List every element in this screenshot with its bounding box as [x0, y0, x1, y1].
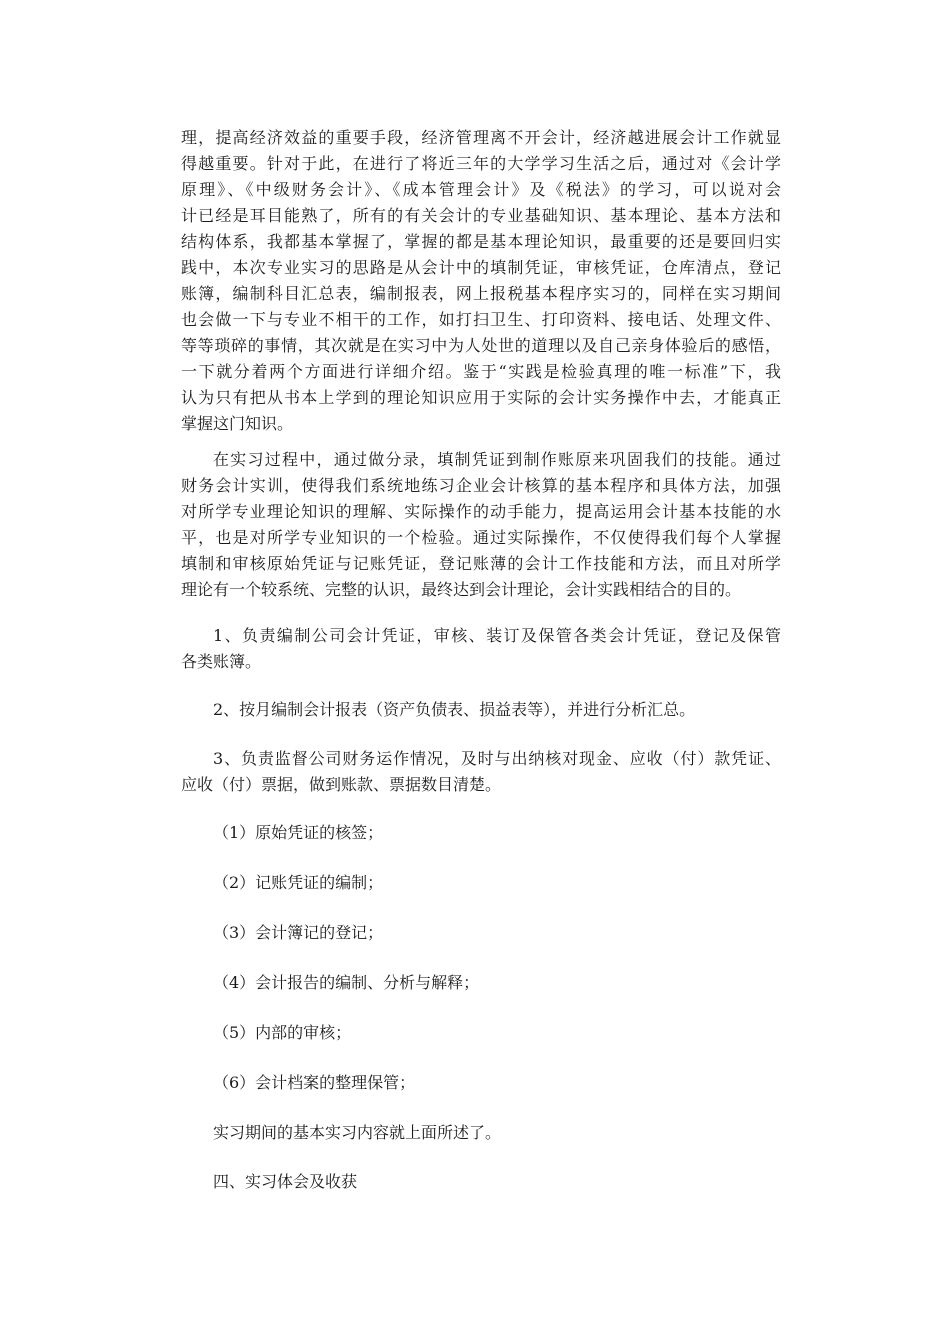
paragraph-line: 账簿，编制科目汇总表，编制报表，网上报税基本程序实习的，同样在实习期间 [181, 284, 781, 303]
paragraph-line: 结构体系，我都基本掌握了，掌握的都是基本理论知识，最重要的还是要回归实 [181, 232, 781, 251]
paragraph-line: 也会做一下与专业不相干的工作，如打扫卫生、打印资料、接电话、处理文件、 [181, 310, 781, 329]
paragraph-line: 理论有一个较系统、完整的认识，最终达到会计理论，会计实践相结合的目的。 [181, 580, 742, 599]
sub-list-item: （2）记账凭证的编制； [213, 873, 384, 892]
list-item-1 [181, 623, 781, 675]
paragraph-line: 对所学专业理论知识的理解、实际操作的动手能力，提高运用会计基本技能的水 [181, 502, 781, 521]
paragraph-line: 等等琐碎的事情，其次就是在实习中为人处世的道理以及自己亲身体验后的感悟， [181, 336, 781, 355]
paragraph-line: 计已经是耳目能熟了，所有的有关会计的专业基础知识、基本理论、基本方法和 [181, 206, 781, 225]
paragraph-line: 在实习过程中，通过做分录，填制凭证到制作账原来巩固我们的技能。通过 [213, 450, 781, 469]
list-item-line: 3、负责监督公司财务运作情况，及时与出纳核对现金、应收（付）款凭证、 [213, 749, 781, 768]
sub-list-item: （6）会计档案的整理保管； [213, 1073, 416, 1092]
list-item-line: 1、负责编制公司会计凭证，审核、装订及保管各类会计凭证，登记及保管 [213, 626, 781, 645]
paragraph-line: 原理》、《中级财务会计》、《成本管理会计》及《税法》的学习，可以说对会 [181, 180, 781, 199]
list-item-3 [181, 746, 781, 798]
list-item-line: 各类账簿。 [181, 652, 262, 671]
section-heading: 四、实习体会及收获 [213, 1172, 358, 1191]
sub-list-item: （3）会计簿记的登记； [213, 923, 384, 942]
paragraph-line: 平，也是对所学专业知识的一个检验。通过实际操作，不仅使得我们每个人掌握 [181, 528, 781, 547]
paragraph-line: 掌握这门知识。 [181, 414, 294, 433]
paragraph-2 [181, 447, 781, 603]
paragraph-line: 理，提高经济效益的重要手段，经济管理离不开会计，经济越进展会计工作就显 [181, 128, 781, 147]
list-item-2: 2、按月编制会计报表（资产负债表、损益表等），并进行分析汇总。 [213, 700, 696, 719]
list-item-line: 应收（付）票据，做到账款、票据数目清楚。 [181, 775, 502, 794]
summary-line: 实习期间的基本实习内容就上面所述了。 [213, 1123, 502, 1142]
paragraph-line: 践中，本次专业实习的思路是从会计中的填制凭证，审核凭证，仓库清点，登记 [181, 258, 781, 277]
paragraph-line: 财务会计实训，使得我们系统地练习企业会计核算的基本程序和具体方法，加强 [181, 476, 781, 495]
paragraph-line: 认为只有把从书本上学到的理论知识应用于实际的会计实务操作中去，才能真正 [181, 388, 781, 407]
sub-list-item: （1）原始凭证的核签； [213, 823, 384, 842]
paragraph-line: 一下就分着两个方面进行详细介绍。鉴于“实践是检验真理的唯一标准”下，我 [181, 362, 781, 381]
sub-list-item: （5）内部的审核； [213, 1023, 352, 1042]
paragraph-line: 填制和审核原始凭证与记账凭证，登记账薄的会计工作技能和方法，而且对所学 [181, 554, 781, 573]
sub-list-item: （4）会计报告的编制、分析与解释； [213, 973, 480, 992]
paragraph-1 [181, 125, 781, 437]
paragraph-line: 得越重要。针对于此，在进行了将近三年的大学学习生活之后，通过对《会计学 [181, 154, 781, 173]
